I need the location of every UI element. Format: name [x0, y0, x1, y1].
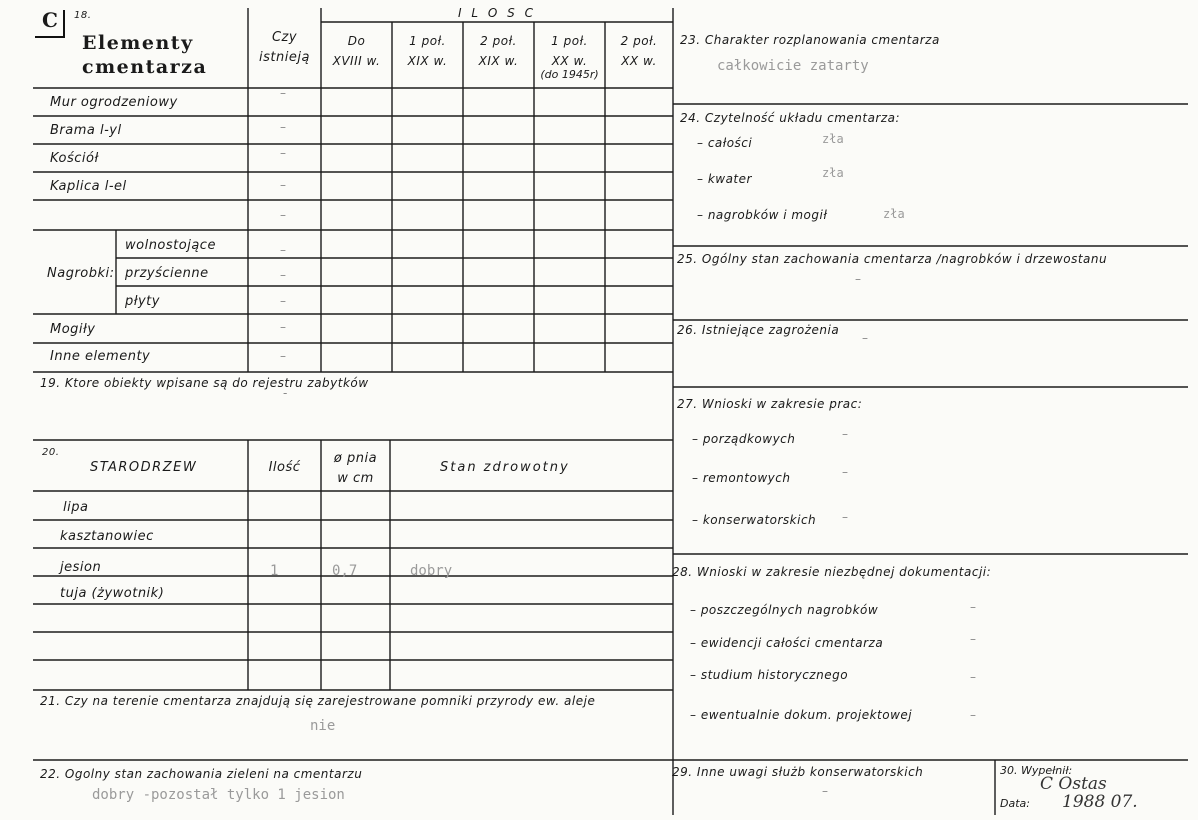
tree-diameter: 0,7 [332, 563, 358, 579]
col-count-header: Ilość [268, 460, 301, 475]
exists-mark: – [280, 294, 286, 308]
nagrobki-row-label: przyścienne [125, 266, 209, 281]
tree-count: 1 [270, 563, 279, 579]
nagrobki-row-label: płyty [125, 294, 160, 309]
section28-item-label: – ewidencji całości cmentarza [690, 636, 884, 650]
section27-item-value: – [842, 427, 848, 441]
section20-title: STARODRZEW [90, 460, 198, 475]
section24-item-label: – nagrobków i mogił [697, 208, 828, 222]
section20-number: 20. [42, 447, 60, 458]
section24-item-value: zła [883, 207, 905, 221]
section29-label: 29. Inne uwagi służb konserwatorskich [672, 765, 924, 779]
section19-label: 19. Ktore obiekty wpisane są do rejestru zabytków [40, 376, 369, 390]
exists-mark: – [280, 243, 286, 257]
col-exists-line2: istnieją [259, 50, 310, 65]
element-row-label: Mur ogrodzeniowy [50, 95, 178, 110]
exists-mark: – [280, 208, 286, 222]
period-header-line2: XIX w. [407, 54, 448, 68]
section27-item-value: – [842, 465, 848, 479]
section18-title-line1: Elementy [82, 32, 194, 54]
section19-value: - [283, 386, 288, 400]
exists-mark: – [280, 178, 286, 192]
date-value: 1988 07. [1062, 792, 1138, 812]
element-row-label: Mogiły [50, 322, 96, 337]
tree-name: tuja (żywotnik) [60, 586, 165, 601]
section27-item-value: – [842, 510, 848, 524]
filled-by-signature: C Ostas [1040, 774, 1107, 794]
section24-item-label: – całości [697, 136, 753, 150]
section24-item-label: – kwater [697, 172, 752, 186]
nagrobki-label: Nagrobki: [47, 266, 115, 281]
exists-mark: – [280, 320, 286, 334]
period-header-line3: (do 1945r) [540, 68, 599, 81]
col-exists-line1: Czy [271, 30, 298, 45]
section29-value: – [822, 784, 828, 798]
section25-label: 25. Ogólny stan zachowania cmentarza /nagrobków i drzewostanu [677, 252, 1108, 266]
section21-label: 21. Czy na terenie cmentarza znajdują się zarejestrowane pomniki przyrody ew. aleje [40, 694, 596, 708]
ilosc-header: I L O S C [458, 6, 536, 20]
section24-label: 24. Czytelność układu cmentarza: [680, 111, 901, 125]
section21-value: nie [310, 718, 336, 734]
col-health-header: Stan zdrowotny [440, 460, 570, 475]
section28-item-value: – [970, 708, 976, 722]
tree-health: dobry [410, 563, 453, 579]
form-letter: C [42, 8, 58, 32]
section23-label: 23. Charakter rozplanowania cmentarza [680, 33, 940, 47]
element-row-label: Kaplica l-el [50, 179, 127, 194]
section28-item-label: – studium historycznego [690, 668, 849, 682]
col-diameter-header-line2: w cm [337, 471, 374, 486]
tree-name: jesion [60, 560, 102, 575]
exists-mark: – [280, 120, 286, 134]
section18-title-line2: cmentarza [82, 56, 208, 78]
section28-label: 28. Wnioski w zakresie niezbędnej dokumentacji: [672, 565, 992, 579]
period-header-line1: Do [347, 34, 366, 48]
exists-mark: – [280, 268, 286, 282]
section23-value: całkowicie zatarty [717, 58, 869, 74]
section27-item-label: – porządkowych [692, 432, 796, 446]
col-diameter-header-line1: ø pnia [333, 451, 378, 466]
element-row-label: Kościół [50, 151, 99, 166]
section18-number: 18. [74, 10, 92, 21]
period-header-line2: XX w. [621, 54, 657, 68]
date-label: Data: [1000, 797, 1030, 810]
section22-label: 22. Ogolny stan zachowania zieleni na cmentarzu [40, 767, 363, 781]
exists-mark: – [280, 146, 286, 160]
section30-label: 30. Wypełnił: [1000, 764, 1073, 777]
period-header-line1: 2 poł. [480, 34, 517, 48]
tree-name: kasztanowiec [60, 529, 154, 544]
period-header-line2: XIX w. [478, 54, 519, 68]
section27-label: 27. Wnioski w zakresie prac: [677, 397, 863, 411]
exists-mark: – [280, 86, 286, 100]
period-header-line2: XX w. [551, 54, 588, 68]
nagrobki-row-label: wolnostojące [125, 238, 216, 253]
element-row-label: Brama l-yl [50, 123, 122, 138]
section27-item-label: – remontowych [692, 471, 791, 485]
exists-mark: – [280, 349, 286, 363]
section28-item-label: – poszczególnych nagrobków [690, 603, 879, 617]
section28-item-label: – ewentualnie dokum. projektowej [690, 708, 913, 722]
period-header-line1: 1 poł. [551, 34, 588, 48]
section24-item-value: zła [822, 132, 844, 146]
element-row-label: Inne elementy [50, 349, 151, 364]
section25-value: – [855, 272, 861, 286]
section26-value: – [862, 331, 868, 345]
section24-item-value: zła [822, 166, 844, 180]
section28-item-value: – [970, 632, 976, 646]
period-header-line1: 1 poł. [409, 34, 446, 48]
section26-label: 26. Istniejące zagrożenia [677, 323, 840, 337]
section28-item-value: – [970, 670, 976, 684]
period-header-line1: 2 poł. [620, 34, 658, 48]
section27-item-label: – konserwatorskich [692, 513, 817, 527]
period-header-line2: XVIII w. [332, 54, 381, 68]
tree-name: lipa [63, 500, 89, 515]
section28-item-value: – [970, 600, 976, 614]
section22-value: dobry -pozostał tylko 1 jesion [92, 787, 345, 803]
